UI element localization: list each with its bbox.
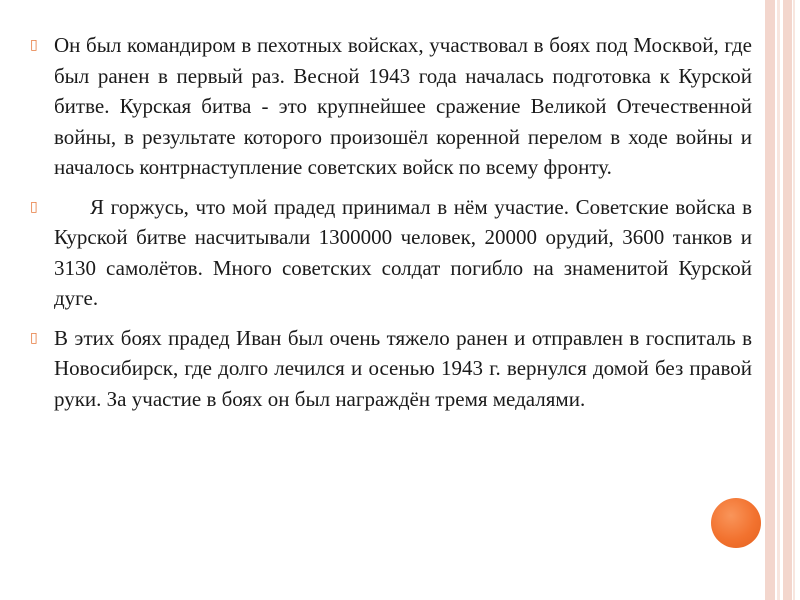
paragraph-text: В этих боях прадед Иван был очень тяжело ранен и отправлен в госпиталь в Новосибирск, где долго лечился и осенью 1943 г. вернулся домой без правой руки. За участие в боях он был награждён тремя медалями. <box>54 325 752 411</box>
paragraph-2 <box>30 192 752 314</box>
decorative-stripe <box>783 0 792 600</box>
decorative-stripe <box>765 0 775 600</box>
paragraph-3 <box>30 323 752 415</box>
decorative-circle-icon <box>711 498 761 548</box>
bullet-icon: ▯ <box>30 198 38 215</box>
paragraph-text: Я горжусь, что мой прадед принимал в нём участие. Советские войска в Курской битве насчитывали 1300000 человек, 20000 орудий, 3600 танков и 3130 самолётов. Много советских солдат погибло на знаменитой Курской дуге. <box>54 194 752 310</box>
bullet-icon: ▯ <box>30 329 38 346</box>
decorative-stripe <box>793 0 795 600</box>
paragraph-text: Он был командиром в пехотных войсках, участвовал в боях под Москвой, где был ранен в первый раз. Весной 1943 года началась подготовка к Курской битве. Курская битва - это крупнейшее сражение Великой Отечественной войны, в результате которого произошёл коренной перелом в ходе войны и началось контрнаступление советских войск по всему фронту. <box>54 33 752 179</box>
bullet-icon: ▯ <box>30 37 38 53</box>
paragraph-1 <box>30 30 752 183</box>
slide-body <box>30 30 752 423</box>
decorative-stripe <box>777 0 780 600</box>
